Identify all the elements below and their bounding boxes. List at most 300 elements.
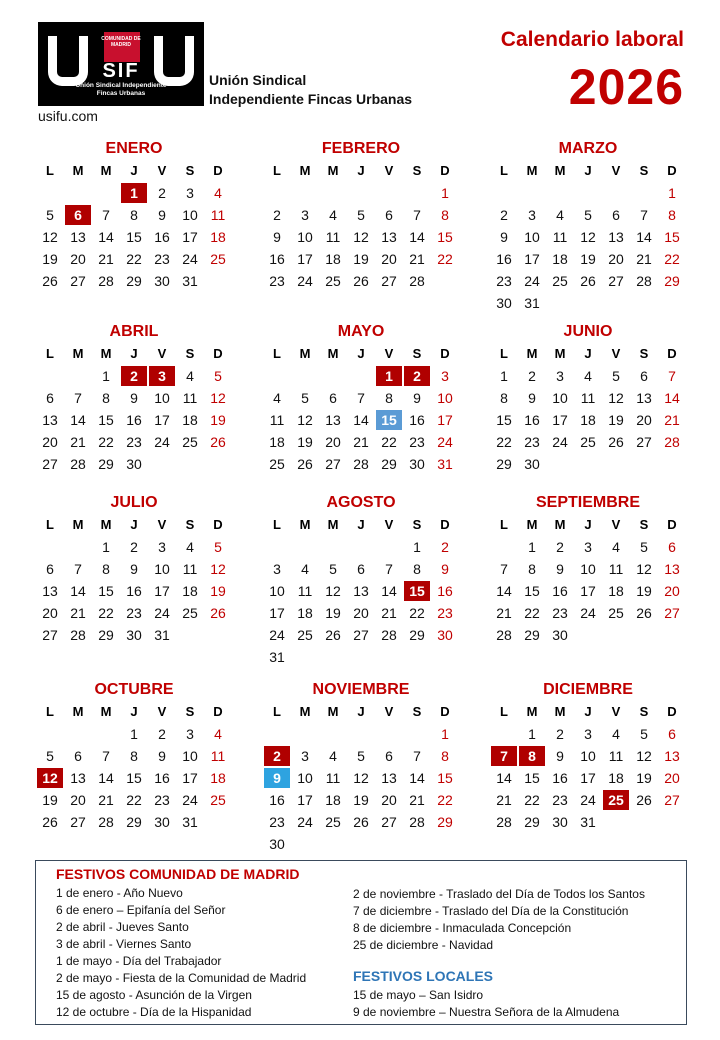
weekday-label: J [357, 704, 365, 719]
month-septiembre [490, 492, 686, 646]
weekday-header [490, 701, 686, 723]
week-row [490, 789, 686, 811]
day-cell: 26 [297, 456, 313, 472]
day-cell: 28 [98, 273, 114, 289]
day-cell: 5 [301, 390, 309, 406]
empty-day-cell [658, 453, 686, 475]
day-cell: 14 [70, 583, 86, 599]
day-cell: 11 [210, 207, 226, 223]
weekday-header [263, 701, 459, 723]
day-cell: 1 [500, 368, 508, 384]
day-cell: 27 [353, 627, 369, 643]
weekday-label: L [500, 163, 508, 178]
day-cell: 17 [580, 770, 596, 786]
day-cell: 22 [126, 792, 142, 808]
day-cell: 22 [524, 605, 540, 621]
day-cell: 28 [353, 456, 369, 472]
weekday-label: L [273, 346, 281, 361]
empty-day-cell [319, 182, 347, 204]
week-row [36, 365, 232, 387]
logo-u-right-shape [154, 36, 194, 86]
day-cell: 9 [556, 748, 564, 764]
day-cell: 14 [353, 412, 369, 428]
weekday-label: M [299, 346, 311, 361]
day-cell: 27 [42, 627, 58, 643]
weekday-label: M [100, 704, 112, 719]
day-cell: 6 [46, 561, 54, 577]
empty-day-cell [602, 624, 630, 646]
day-cell: 9 [500, 229, 508, 245]
week-row [263, 624, 459, 646]
usifu-logo [38, 22, 204, 106]
day-cell: 30 [552, 627, 568, 643]
weekday-label: D [667, 704, 677, 719]
day-cell: 26 [210, 434, 226, 450]
weekday-label: L [273, 517, 281, 532]
day-cell: 12 [42, 229, 58, 245]
day-cell: 24 [580, 792, 596, 808]
day-cell: 11 [269, 412, 285, 428]
legend-title-madrid: FESTIVOS COMUNIDAD DE MADRID [56, 866, 300, 882]
day-cell: 20 [70, 251, 86, 267]
holiday-day-cell: 6 [64, 204, 92, 226]
day-cell: 6 [640, 368, 648, 384]
empty-day-cell [630, 453, 658, 475]
day-cell: 16 [126, 583, 142, 599]
weekday-label: V [157, 517, 167, 532]
day-cell: 20 [636, 412, 652, 428]
weekday-label: M [526, 517, 538, 532]
legend-item: 8 de diciembre - Inmaculada Concepción [353, 921, 572, 935]
weekday-label: J [584, 517, 592, 532]
day-cell: 30 [496, 295, 512, 311]
empty-day-cell [431, 646, 459, 668]
day-cell: 18 [325, 251, 341, 267]
empty-day-cell [291, 365, 319, 387]
month-name: ENERO [105, 140, 163, 157]
day-cell: 9 [273, 229, 281, 245]
weekday-header [36, 514, 232, 536]
week-row [36, 226, 232, 248]
day-cell: 8 [441, 207, 449, 223]
day-cell: 8 [102, 390, 110, 406]
day-cell: 27 [664, 605, 680, 621]
weekday-label: M [72, 163, 84, 178]
day-cell: 16 [552, 770, 568, 786]
day-cell: 28 [70, 627, 86, 643]
day-cell: 19 [210, 412, 226, 428]
day-cell: 19 [353, 792, 369, 808]
day-cell: 28 [409, 273, 425, 289]
day-cell: 27 [381, 814, 397, 830]
weekday-label: L [273, 704, 281, 719]
empty-day-cell [490, 182, 518, 204]
week-row [36, 789, 232, 811]
day-cell: 18 [210, 770, 226, 786]
day-cell: 29 [126, 273, 142, 289]
holiday-day-cell: 8 [518, 745, 546, 767]
weekday-label: L [500, 517, 508, 532]
day-cell: 7 [413, 748, 421, 764]
day-cell: 19 [353, 251, 369, 267]
day-cell: 2 [273, 207, 281, 223]
legend-item: 2 de mayo - Fiesta de la Comunidad de Madrid [56, 971, 307, 985]
weekday-label: D [213, 163, 223, 178]
legend-local-list [353, 987, 619, 1021]
day-cell: 27 [381, 273, 397, 289]
month-name: OCTUBRE [94, 681, 174, 698]
weekday-label: S [185, 517, 195, 532]
day-cell: 8 [413, 561, 421, 577]
day-cell: 31 [437, 456, 453, 472]
day-cell: 17 [437, 412, 453, 428]
day-cell: 18 [325, 792, 341, 808]
day-cell: 28 [496, 627, 512, 643]
month-mayo [263, 321, 459, 475]
day-cell: 22 [437, 251, 453, 267]
day-cell: 31 [182, 814, 198, 830]
week-row [263, 580, 459, 602]
day-cell: 6 [612, 207, 620, 223]
day-cell: 19 [636, 770, 652, 786]
empty-day-cell [176, 624, 204, 646]
day-cell: 19 [42, 251, 58, 267]
day-cell: 20 [353, 605, 369, 621]
week-row [36, 558, 232, 580]
day-cell: 12 [353, 229, 369, 245]
day-cell: 10 [154, 561, 170, 577]
day-cell: 30 [552, 814, 568, 830]
legend-item: 25 de diciembre - Navidad [353, 938, 494, 952]
day-cell: 17 [524, 251, 540, 267]
day-cell: 8 [441, 748, 449, 764]
day-cell: 17 [552, 412, 568, 428]
legend-item: 6 de enero – Epifanía del Señor [56, 903, 226, 917]
empty-day-cell [347, 646, 375, 668]
weekday-label: M [72, 704, 84, 719]
day-cell: 7 [413, 207, 421, 223]
week-row [36, 182, 232, 204]
holiday-day-cell: 15 [403, 580, 431, 602]
day-cell: 13 [381, 229, 397, 245]
week-row [36, 409, 232, 431]
day-cell: 6 [668, 539, 676, 555]
day-cell: 17 [269, 605, 285, 621]
day-cell: 13 [636, 390, 652, 406]
day-cell: 27 [608, 273, 624, 289]
day-cell: 25 [182, 605, 198, 621]
holiday-day-cell: 2 [120, 365, 148, 387]
day-cell: 24 [437, 434, 453, 450]
day-cell: 9 [130, 390, 138, 406]
legend-item: 9 de noviembre – Nuestra Señora de la Almudena [353, 1005, 620, 1019]
week-row [36, 745, 232, 767]
empty-day-cell [347, 723, 375, 745]
holiday-day-cell: 12 [36, 767, 64, 789]
day-cell: 7 [385, 561, 393, 577]
day-cell: 13 [70, 229, 86, 245]
day-cell: 14 [409, 770, 425, 786]
week-row [263, 270, 459, 292]
day-cell: 7 [640, 207, 648, 223]
empty-day-cell [431, 270, 459, 292]
day-cell: 18 [210, 229, 226, 245]
holiday-day-cell: 3 [148, 365, 176, 387]
holiday-day-cell: 15 [375, 409, 403, 431]
day-cell: 22 [437, 792, 453, 808]
day-cell: 26 [210, 605, 226, 621]
empty-day-cell [291, 536, 319, 558]
day-cell: 22 [98, 605, 114, 621]
day-cell: 3 [186, 726, 194, 742]
day-cell: 22 [496, 434, 512, 450]
day-cell: 6 [329, 390, 337, 406]
day-cell: 20 [381, 251, 397, 267]
day-cell: 21 [496, 605, 512, 621]
weekday-label: S [639, 346, 649, 361]
day-cell: 28 [98, 814, 114, 830]
week-row [490, 723, 686, 745]
day-cell: 27 [42, 456, 58, 472]
empty-day-cell [518, 182, 546, 204]
legend-madrid-list-left [56, 885, 306, 1021]
week-row [263, 723, 459, 745]
weekday-label: J [130, 704, 138, 719]
empty-day-cell [64, 182, 92, 204]
weekday-label: M [554, 704, 566, 719]
weekday-label: S [639, 517, 649, 532]
empty-day-cell [630, 182, 658, 204]
empty-day-cell [347, 365, 375, 387]
weekday-label: J [130, 517, 138, 532]
weekday-label: D [440, 704, 450, 719]
weekday-label: D [440, 163, 450, 178]
day-cell: 19 [42, 792, 58, 808]
day-cell: 12 [297, 412, 313, 428]
day-cell: 3 [528, 207, 536, 223]
empty-day-cell [574, 182, 602, 204]
day-cell: 22 [381, 434, 397, 450]
day-cell: 23 [269, 814, 285, 830]
day-cell: 31 [269, 649, 285, 665]
day-cell: 16 [437, 583, 453, 599]
day-cell: 11 [210, 748, 226, 764]
day-cell: 8 [668, 207, 676, 223]
day-cell: 14 [98, 229, 114, 245]
day-cell: 15 [126, 770, 142, 786]
day-cell: 18 [269, 434, 285, 450]
week-row [490, 409, 686, 431]
weekday-label: M [299, 517, 311, 532]
week-row [490, 387, 686, 409]
weekday-label: V [384, 704, 394, 719]
day-cell: 7 [500, 561, 508, 577]
day-cell: 13 [42, 412, 58, 428]
empty-day-cell [263, 365, 291, 387]
day-cell: 14 [636, 229, 652, 245]
day-cell: 10 [580, 561, 596, 577]
day-cell: 17 [154, 583, 170, 599]
week-row [490, 431, 686, 453]
weekday-header [263, 160, 459, 182]
weekday-label: D [667, 346, 677, 361]
empty-day-cell [375, 723, 403, 745]
legend-madrid-list-right [353, 886, 645, 954]
week-row [263, 226, 459, 248]
day-cell: 26 [325, 627, 341, 643]
weekday-label: S [185, 704, 195, 719]
day-cell: 5 [46, 207, 54, 223]
weekday-label: J [357, 163, 365, 178]
month-febrero [263, 138, 459, 292]
empty-day-cell [291, 833, 319, 855]
empty-day-cell [546, 182, 574, 204]
week-row [263, 558, 459, 580]
week-row [490, 536, 686, 558]
day-cell: 27 [664, 792, 680, 808]
website-link[interactable]: usifu.com [38, 108, 98, 124]
day-cell: 8 [102, 561, 110, 577]
weekday-label: L [273, 163, 281, 178]
weekday-label: V [611, 163, 621, 178]
day-cell: 3 [556, 368, 564, 384]
day-cell: 5 [329, 561, 337, 577]
month-name: SEPTIEMBRE [535, 494, 640, 511]
day-cell: 30 [154, 273, 170, 289]
day-cell: 29 [98, 627, 114, 643]
day-cell: 10 [297, 770, 313, 786]
day-cell: 3 [584, 726, 592, 742]
day-cell: 8 [130, 207, 138, 223]
day-cell: 10 [182, 207, 198, 223]
day-cell: 20 [325, 434, 341, 450]
day-cell: 30 [524, 456, 540, 472]
legend-item: 2 de noviembre - Traslado del Día de Todos los Santos [353, 887, 645, 901]
day-cell: 5 [357, 748, 365, 764]
week-row [490, 580, 686, 602]
day-cell: 2 [500, 207, 508, 223]
weekday-label: S [412, 517, 422, 532]
month-name: MARZO [558, 140, 618, 157]
legend-item: 15 de agosto - Asunción de la Virgen [56, 988, 252, 1002]
empty-day-cell [347, 182, 375, 204]
day-cell: 19 [636, 583, 652, 599]
week-row [490, 602, 686, 624]
day-cell: 7 [357, 390, 365, 406]
empty-day-cell [431, 833, 459, 855]
day-cell: 23 [154, 792, 170, 808]
day-cell: 10 [524, 229, 540, 245]
day-cell: 22 [409, 605, 425, 621]
day-cell: 28 [409, 814, 425, 830]
day-cell: 31 [580, 814, 596, 830]
week-row [490, 226, 686, 248]
day-cell: 21 [98, 792, 114, 808]
weekday-label: D [440, 517, 450, 532]
organization-name-line-1: Unión Sindical [209, 72, 307, 88]
week-row [36, 270, 232, 292]
week-row [263, 536, 459, 558]
week-row [36, 602, 232, 624]
day-cell: 5 [214, 539, 222, 555]
holidays-legend [35, 860, 687, 1025]
week-row [263, 453, 459, 475]
week-row [36, 811, 232, 833]
day-cell: 30 [126, 456, 142, 472]
week-row [263, 833, 459, 855]
empty-day-cell [204, 453, 232, 475]
weekday-label: J [130, 346, 138, 361]
day-cell: 1 [528, 726, 536, 742]
empty-day-cell [658, 292, 686, 314]
empty-day-cell [375, 646, 403, 668]
week-row [490, 204, 686, 226]
day-cell: 23 [154, 251, 170, 267]
day-cell: 24 [552, 434, 568, 450]
logo-letters: SIF [102, 60, 140, 82]
week-row [36, 723, 232, 745]
day-cell: 16 [552, 583, 568, 599]
week-row [490, 248, 686, 270]
weekday-header [36, 701, 232, 723]
week-row [36, 580, 232, 602]
day-cell: 15 [524, 583, 540, 599]
day-cell: 4 [214, 185, 222, 201]
week-row [490, 767, 686, 789]
day-cell: 13 [664, 561, 680, 577]
day-cell: 5 [612, 368, 620, 384]
day-cell: 18 [182, 583, 198, 599]
day-cell: 25 [608, 605, 624, 621]
day-cell: 8 [130, 748, 138, 764]
day-cell: 15 [98, 412, 114, 428]
week-row [36, 453, 232, 475]
day-cell: 23 [409, 434, 425, 450]
weekday-label: M [554, 346, 566, 361]
weekday-label: V [384, 517, 394, 532]
day-cell: 10 [552, 390, 568, 406]
empty-day-cell [546, 292, 574, 314]
weekday-label: S [185, 346, 195, 361]
week-row [263, 745, 459, 767]
day-cell: 6 [385, 748, 393, 764]
day-cell: 24 [269, 627, 285, 643]
day-cell: 10 [154, 390, 170, 406]
empty-day-cell [291, 723, 319, 745]
day-cell: 1 [441, 726, 449, 742]
day-cell: 3 [158, 539, 166, 555]
holiday-day-cell: 2 [403, 365, 431, 387]
day-cell: 20 [70, 792, 86, 808]
weekday-label: M [72, 346, 84, 361]
empty-day-cell [92, 182, 120, 204]
week-row [263, 789, 459, 811]
day-cell: 30 [437, 627, 453, 643]
week-row [490, 624, 686, 646]
day-cell: 17 [297, 792, 313, 808]
day-cell: 19 [580, 251, 596, 267]
day-cell: 7 [102, 748, 110, 764]
empty-day-cell [490, 536, 518, 558]
weekday-label: M [327, 163, 339, 178]
day-cell: 3 [584, 539, 592, 555]
empty-day-cell [602, 182, 630, 204]
week-row [490, 811, 686, 833]
empty-day-cell [319, 723, 347, 745]
empty-day-cell [602, 453, 630, 475]
weekday-label: L [46, 346, 54, 361]
day-cell: 25 [325, 814, 341, 830]
